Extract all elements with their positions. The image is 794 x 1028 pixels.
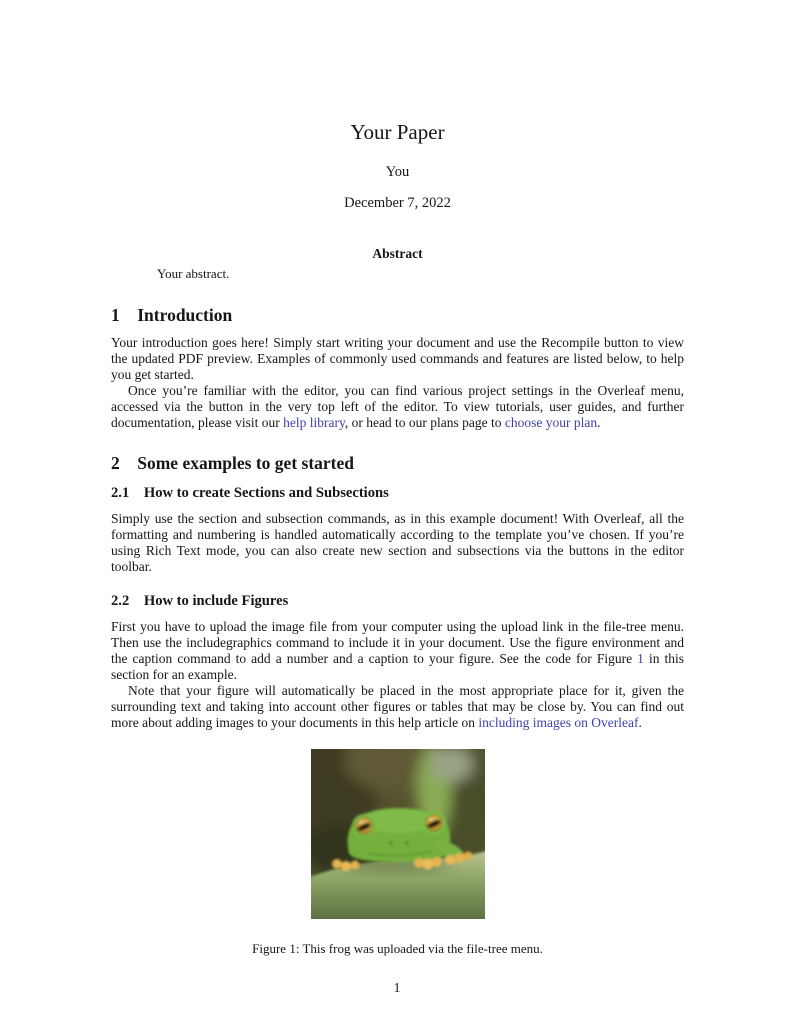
abstract-text: Your abstract. xyxy=(157,266,230,281)
choose-your-plan-link[interactable]: choose your plan xyxy=(504,414,598,430)
paper-title: Your Paper xyxy=(350,120,445,144)
text-run: Once you’re familiar with the editor, you can find various project settings in the Overleaf menu, accessed via the button in the very top left of the editor. To view tutorials, user guides, and further documentation, please visit our xyxy=(111,382,684,430)
figure-1-caption: Figure 1: This frog was uploaded via the file-tree menu. xyxy=(252,941,543,957)
page-number: 1 xyxy=(393,980,401,995)
subsection-2-2-number: 2.2 xyxy=(111,593,130,610)
figures-paragraph-1 xyxy=(111,619,684,683)
text-run: Note that your figure will automatically be placed in the most appropriate place for it, given the surrounding text and taking into account other figures or tables that may be close by. You can find out more about adding images to your documents in this help article on xyxy=(111,682,684,730)
abstract-heading: Abstract xyxy=(372,246,423,261)
subsection-2-1-number: 2.1 xyxy=(111,485,130,502)
including-images-link[interactable]: including images on Overleaf xyxy=(478,714,639,730)
section-2-heading xyxy=(111,452,684,475)
text-run: , or head to our plans page to xyxy=(344,414,505,430)
paper-date: December 7, 2022 xyxy=(344,195,451,211)
section-1-heading xyxy=(111,304,684,327)
text-run: . xyxy=(638,714,642,730)
subsection-2-1-heading xyxy=(111,484,684,503)
help-library-link[interactable]: help library xyxy=(283,414,345,430)
subsection-2-2-title: How to include Figures xyxy=(143,593,289,610)
subsection-2-2-heading xyxy=(111,592,684,611)
text-run: . xyxy=(597,414,601,430)
page-content xyxy=(111,0,684,957)
paper-author: You xyxy=(385,164,410,180)
figures-paragraph-2 xyxy=(111,683,684,731)
sections-paragraph: Simply use the section and subsection commands, as in this example document! With Overleaf, all the formatting and numbering is handled automatically according to the template you’ve chosen. If you’re using Rich Text mode, you can also create new section and subsections via the buttons in the editor toolbar. xyxy=(111,511,684,575)
intro-paragraph-2 xyxy=(111,383,684,431)
section-2-number: 2 xyxy=(111,453,120,474)
section-2-title: Some examples to get started xyxy=(137,453,355,474)
frog-photo xyxy=(311,749,485,919)
subsection-2-1-title: How to create Sections and Subsections xyxy=(143,485,389,502)
section-1-title: Introduction xyxy=(137,305,233,325)
section-1-number: 1 xyxy=(111,305,120,325)
figure-1 xyxy=(111,749,684,924)
intro-paragraph-1: Your introduction goes here! Simply start writing your document and use the Recompile button to view the updated PDF preview. Examples of commonly used commands and features are listed below, to help you get started. xyxy=(111,335,684,382)
figure-1-ref-link[interactable]: 1 xyxy=(637,650,644,666)
text-run: in this section for an example. xyxy=(111,650,684,682)
text-run: First you have to upload the image file from your computer using the upload link in the file-tree menu. Then use the includegraphics command to include it in your document. Use the figure environment and the caption command to add a number and a caption to your figure. See the code for Figure xyxy=(111,619,684,666)
